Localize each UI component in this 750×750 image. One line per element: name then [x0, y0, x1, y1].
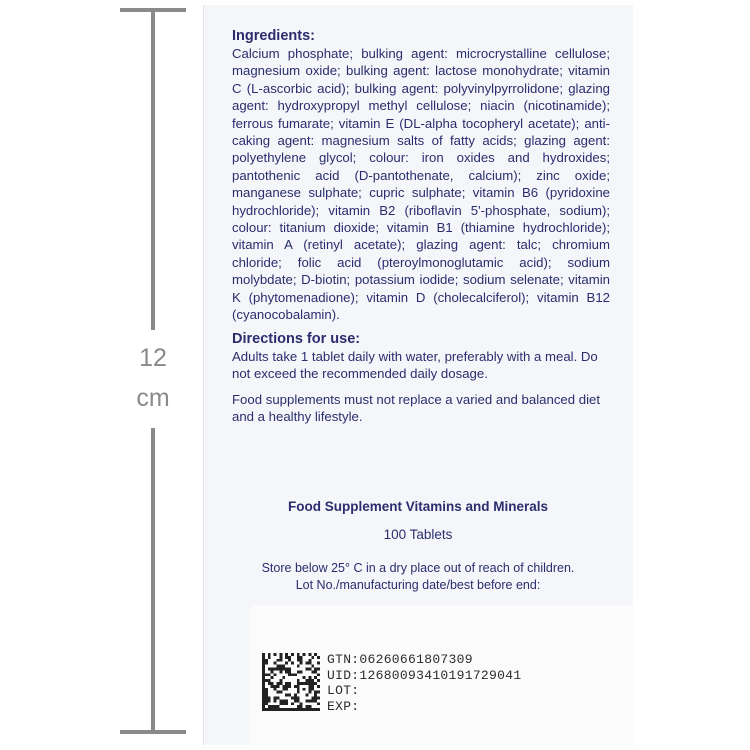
- gtn-code: GTN:06260661807309: [327, 652, 473, 667]
- scale-bottom-cap: [120, 730, 186, 734]
- tablet-count: 100 Tablets: [383, 527, 453, 542]
- supplement-note: Food supplements must not replace a varied and balanced diet and a healthy lifestyle.: [232, 391, 601, 425]
- ingredients-section: [232, 28, 610, 324]
- package-label: [203, 5, 633, 745]
- datamatrix-code-icon: [262, 653, 320, 711]
- scale-line-upper: [151, 10, 155, 330]
- storage-line-2: Lot No./manufacturing date/best before end:: [295, 578, 541, 592]
- uid-code: UID:12680093410191729041: [327, 667, 522, 683]
- ingredients-text: Calcium phosphate; bulking agent: microcrystalline cellulose; magnesium oxide; bulking agent: lactose monohydrate; vitamin C (L-ascorbic acid); bulking agent: polyvinylpyrrolidone; glazing agent: hydroxypropyl methyl cellulose; niacin (nicotinamide); ferrous fumarate; vitamin E (DL-alpha tocopheryl acetate); anti-caking agent: magnesium salts of fatty acids; glazing agent: polyethylene glycol; colour: iron oxides and hydroxides; pantothenic acid (D-pantothenate, calcium); zinc oxide; manganese sulphate; cupric sulphate; vitamin B6 (pyridoxine hydrochloride); vitamin B2 (riboflavin 5'-phosphate, sodium); colour: titanium dioxide; vitamin B1 (thiamine hydrochloride); vitamin A (retinyl acetate); glazing agent: talc; chromium chloride; folic acid (pteroylmonoglutamic acid); sodium molybdate; D-biotin; potassium iodide; sodium selenate; vitamin K (phytomenadione); vitamin D (cholecalciferol); vitamin B12 (cyanocobalamin).: [232, 46, 610, 323]
- scale-value: 12: [139, 344, 167, 372]
- directions-heading: Directions for use:: [232, 331, 361, 347]
- exp-code: EXP:: [327, 698, 360, 714]
- lot-code: LOT:: [327, 683, 360, 698]
- scale-unit: cm: [136, 384, 170, 412]
- code-lines: [327, 652, 521, 714]
- storage-info: [203, 560, 633, 594]
- directions-section: [232, 331, 610, 426]
- ingredients-heading: Ingredients:: [232, 28, 315, 44]
- storage-line-1: Store below 25° C in a dry place out of reach of children.: [261, 561, 575, 575]
- code-panel: [250, 605, 633, 745]
- product-title: Food Supplement Vitamins and Minerals: [287, 499, 549, 514]
- scale-line-lower: [151, 428, 155, 732]
- directions-text: Adults take 1 tablet daily with water, preferably with a meal. Do not exceed the recommended daily dosage.: [232, 349, 598, 382]
